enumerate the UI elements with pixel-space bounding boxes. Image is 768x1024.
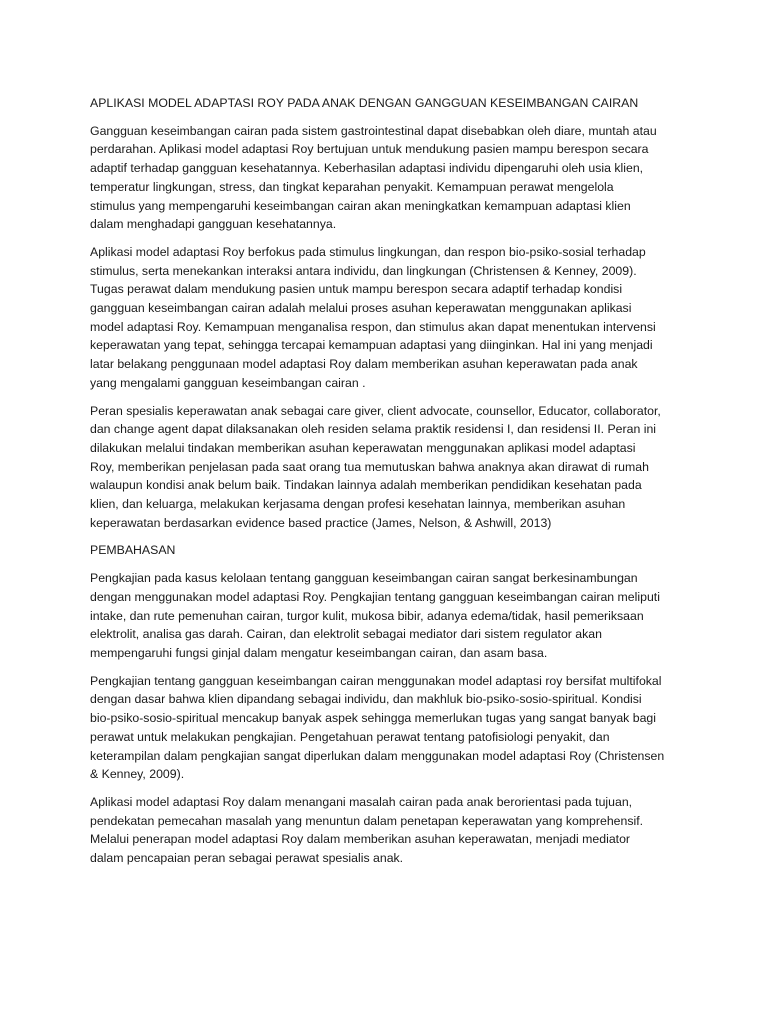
discussion-section [90,569,690,868]
paragraph-line: dalam pencapaian peran sebagai perawat spesialis anak. [90,851,404,866]
paragraph-line: keterampilan dalam pengkajian sangat diperlukan dalam menggunakan model adaptasi Roy (Christensen [90,748,665,763]
paragraph-line: latar belakang penggunaan model adaptasi Roy dalam memberikan asuhan keperawatan pada anak [90,357,638,372]
paragraph-line: keperawatan berdasarkan evidence based practice (James, Nelson, & Ashwill, 2013) [90,515,552,530]
paragraph-line: Aplikasi model adaptasi Roy dalam menangani masalah cairan pada anak berorientasi pada tujuan, [90,794,633,809]
paragraph-line: bio-psiko-sosio-spiritual mencakup banyak aspek sehingga memerlukan tugas yang sangat banyak bagi [90,711,656,726]
paragraph-line: Aplikasi model adaptasi Roy berfokus pada stimulus lingkungan, dan respon bio-psiko-sosial terhadap [90,244,646,259]
intro-paragraph-1 [90,122,690,234]
paragraph-line: pendekatan pemecahan masalah yang menuntun dalam penetapan keperawatan yang komprehensif. [90,813,644,828]
paragraph-line: walaupun kondisi anak belum baik. Tindakan lainnya adalah memberikan pendidikan kesehatan pada [90,478,642,493]
paragraph-line: perawat untuk melakukan pengkajian. Pengetahuan perawat tentang patofisiologi penyakit, dan [90,729,610,744]
paragraph-line: Gangguan keseimbangan cairan pada sistem gastrointestinal dapat disebabkan oleh diare, muntah atau [90,123,657,138]
paragraph-line: Roy, memberikan penjelasan pada saat orang tua memutuskan bahwa anaknya akan dirawat di rumah [90,459,649,474]
paragraph-line: intake, dan rute pemenuhan cairan, turgor kulit, mukosa bibir, adanya edema/tidak, hasil pemeriksaan [90,608,644,623]
paragraph-line: & Kenney, 2009). [90,767,185,782]
paragraph-line: Pengkajian tentang gangguan keseimbangan cairan menggunakan model adaptasi roy bersifat multifokal [90,673,662,688]
section-title: PEMBAHASAN [90,543,176,558]
paragraph-line: temperatur lingkungan, stress, dan tingkat keparahan penyakit. Kemampuan perawat mengelola [90,179,614,194]
paragraph-line: Pengkajian pada kasus kelolaan tentang gangguan keseimbangan cairan sangat berkesinambungan [90,571,638,586]
paragraph-line: yang mengalami gangguan keseimbangan cairan . [90,375,366,390]
paragraph-line: keperawatan yang tepat, sehingga tercapai kemampuan adaptasi yang diinginkan. Hal ini yang menjadi [90,338,653,353]
intro-paragraph-3 [90,402,690,533]
paragraph-line: stimulus, serta menekankan interaksi antara individu, dan lingkungan (Christensen & Kenney, 2009). [90,263,637,278]
paragraph-line: elektrolit, analisa gas darah. Cairan, dan elektrolit sebagai mediator dari sistem regulator akan [90,627,602,642]
paragraph-line: dalam menghadapi gangguan kesehatannya. [90,217,337,232]
document-page [90,94,690,877]
section-paragraph-1 [90,569,690,663]
intro-section [90,122,690,533]
paragraph-line: klien, dan keluarga, melakukan kerjasama dengan profesi kesehatan lainnya, memberikan asuhan [90,497,626,512]
paragraph-line: dengan menggunakan model adaptasi Roy. Pengkajian tentang gangguan keseimbangan cairan meliputi [90,589,660,604]
paragraph-line: Tugas perawat dalam mendukung pasien untuk mampu berespon secara adaptif terhadap kondisi [90,282,623,297]
paragraph-line: gangguan keseimbangan cairan adalah melalui proses asuhan keperawatan menggunakan aplikasi [90,301,632,316]
paragraph-line: Peran spesialis keperawatan anak sebagai care giver, client advocate, counsellor, Educator, collaborator, [90,403,661,418]
paragraph-line: perdarahan. Aplikasi model adaptasi Roy bertujuan untuk mendukung pasien mampu berespon secara [90,142,649,157]
paragraph-line: model adaptasi Roy. Kemampuan menganalisa respon, dan stimulus akan dapat menentukan intervensi [90,319,656,334]
document-title: APLIKASI MODEL ADAPTASI ROY PADA ANAK DENGAN GANGGUAN KESEIMBANGAN CAIRAN [90,96,639,110]
intro-paragraph-2 [90,243,690,393]
paragraph-line: mempengaruhi fungsi ginjal dalam mengatur keseimbangan cairan, dan asam basa. [90,645,548,660]
paragraph-line: adaptif terhadap gangguan kesehatannya. Keberhasilan adaptasi individu dipengaruhi oleh usia klien, [90,161,644,176]
paragraph-line: stimulus yang mempengaruhi keseimbangan cairan akan meningkatkan kemampuan adaptasi klien [90,198,631,213]
paragraph-line: dilakukan melalui tindakan memberikan asuhan keperawatan menggunakan aplikasi model adaptasi [90,440,636,455]
section-paragraph-3 [90,793,690,868]
section-paragraph-2 [90,672,690,784]
paragraph-line: dengan dasar bahwa klien dipandang sebagai individu, dan makhluk bio-psiko-sosio-spiritual. Kondisi [90,692,642,707]
paragraph-line: Melalui penerapan model adaptasi Roy dalam memberikan asuhan keperawatan, menjadi mediator [90,832,631,847]
paragraph-line: dan change agent dapat dilaksanakan oleh residen selama praktik residensi I, dan residensi II. Peran ini [90,422,657,437]
